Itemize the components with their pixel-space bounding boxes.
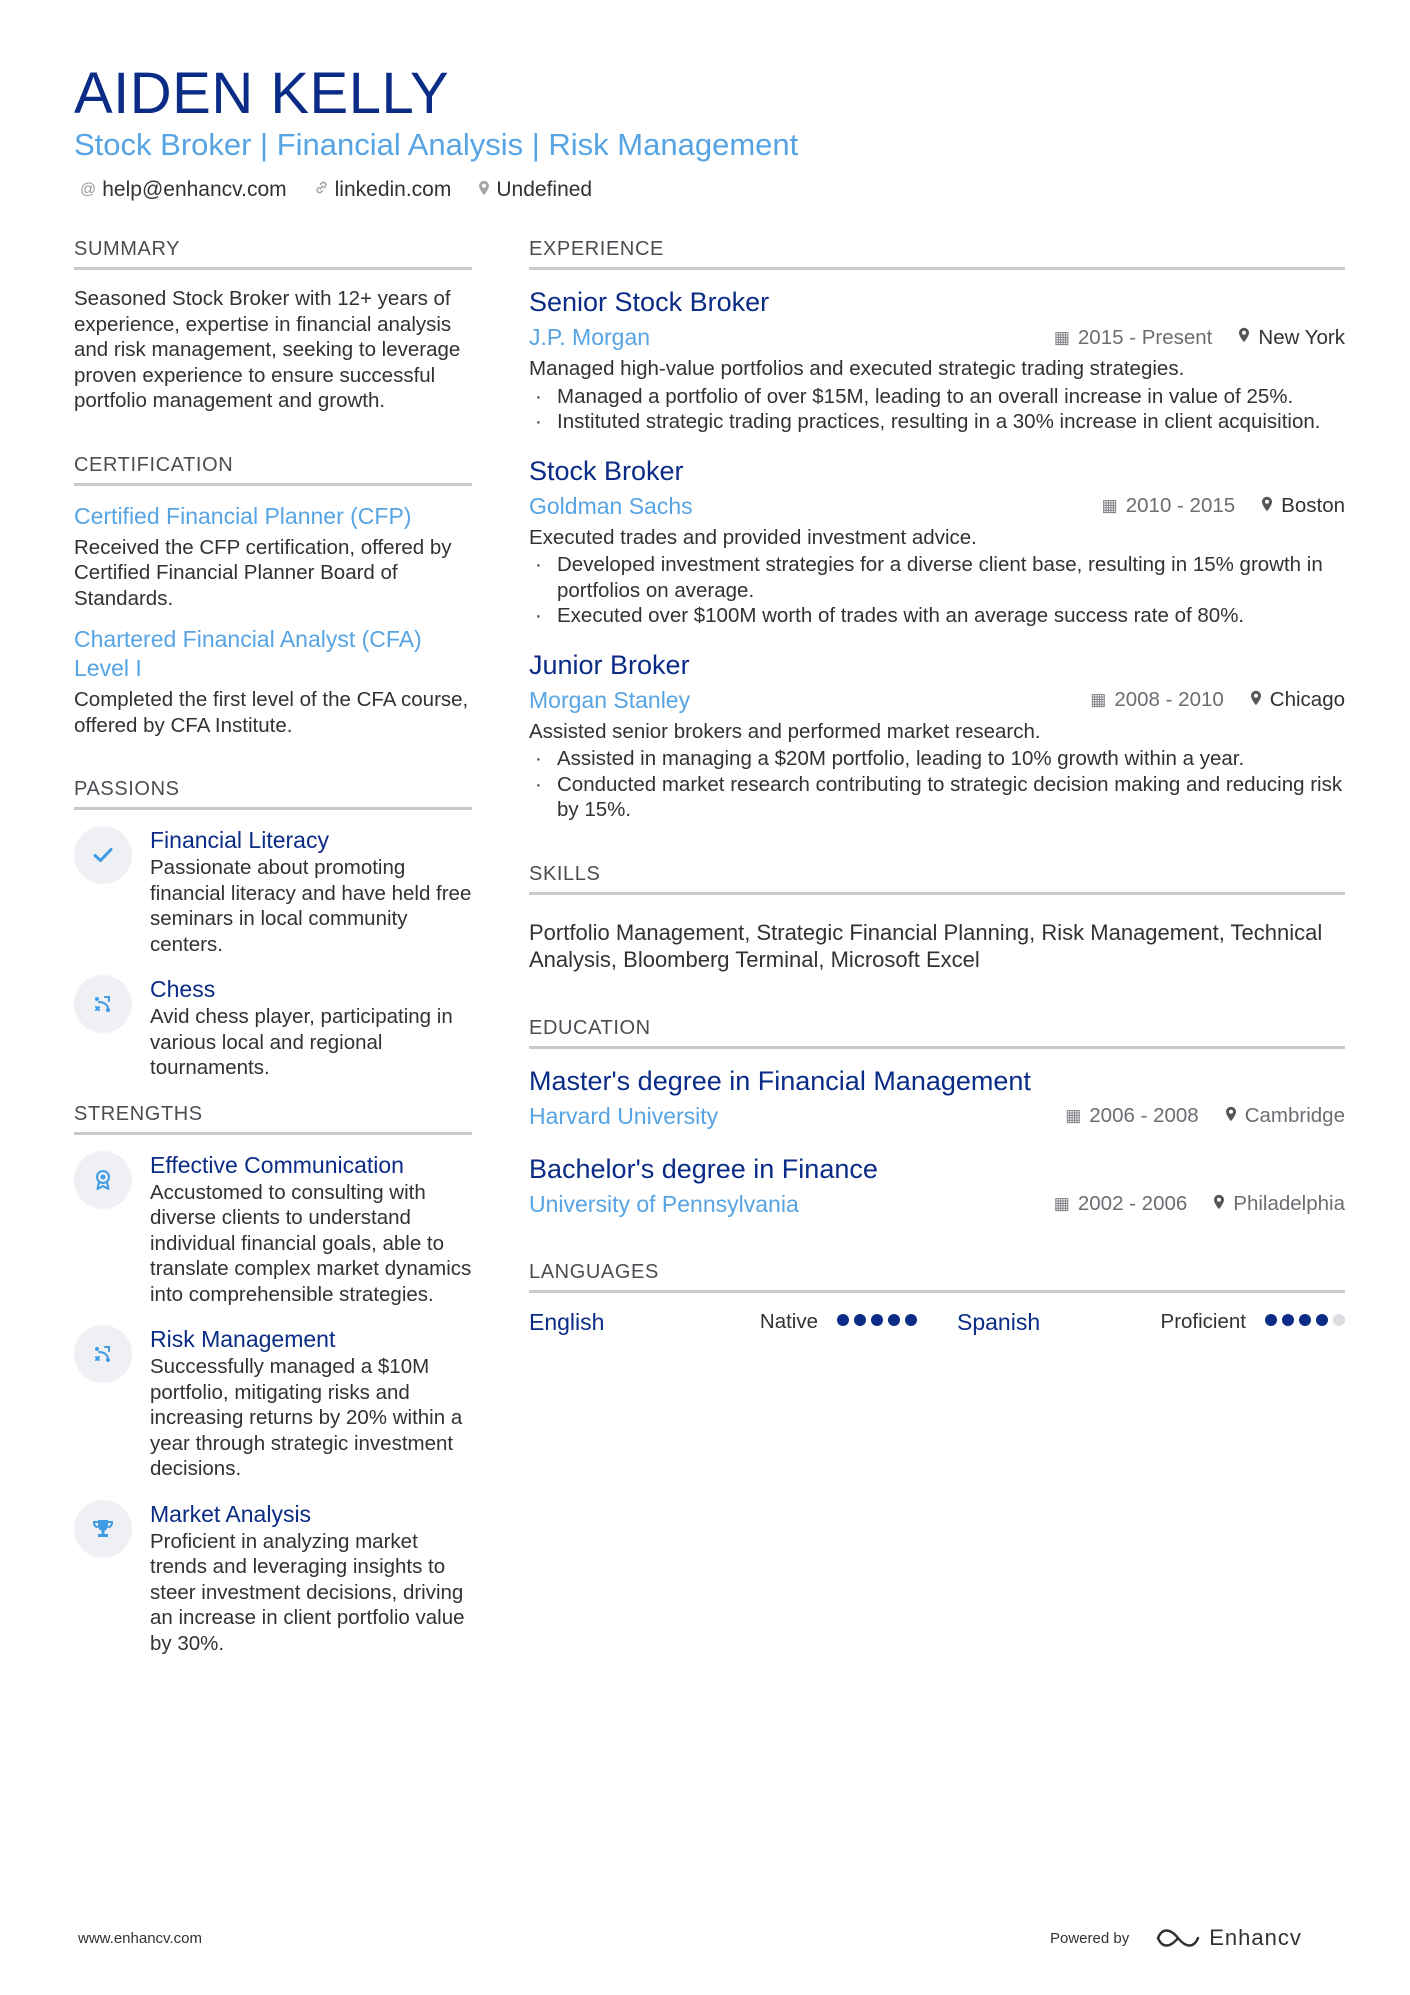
passion-name: Financial Literacy (150, 827, 329, 853)
calendar-icon: ▦ (1065, 1106, 1082, 1125)
powered-by-label: Powered by (1050, 1929, 1130, 1947)
contact-bar (80, 178, 619, 202)
certification-heading: CERTIFICATION (74, 454, 472, 486)
rating-dot-filled (1316, 1314, 1328, 1326)
footer-url[interactable]: www.enhancv.com (78, 1930, 202, 1947)
contact-email-text: help@enhancv.com (102, 178, 287, 201)
bullet-item: · Managed a portfolio of over $15M, leading to an overall increase in value of 25%. (529, 384, 1345, 410)
language-name: English (529, 1308, 605, 1335)
strength-desc: Accustomed to consulting with diverse clients to understand individual financial goals, able to translate complex market dynamics into comprehensible strategies. (150, 1180, 472, 1306)
rating-dot-empty (1333, 1314, 1345, 1326)
enhancv-logo[interactable] (1155, 1925, 1302, 1951)
job-dates: 2010 - 2015 (1125, 494, 1236, 517)
strength-name: Risk Management (150, 1326, 336, 1352)
job-dates: 2015 - Present (1077, 325, 1213, 349)
certification-item (74, 502, 472, 612)
job-title: Stock Broker (529, 455, 684, 486)
job-description: Executed trades and provided investment advice. (529, 525, 977, 549)
skills-heading: SKILLS (529, 863, 1345, 895)
calendar-icon: ▦ (1053, 327, 1070, 347)
education-location: Philadelphia (1233, 1192, 1345, 1215)
languages-heading: LANGUAGES (529, 1261, 1345, 1293)
certification-desc: Received the CFP certification, offered by Certified Financial Planner Board of Standards. (74, 535, 452, 610)
rating-dot-filled (871, 1314, 883, 1326)
strength-name: Effective Communication (150, 1151, 404, 1178)
certification-item (74, 625, 472, 738)
job-dates: 2008 - 2010 (1114, 688, 1224, 711)
language-item (957, 1309, 1345, 1336)
passion-item (74, 826, 472, 957)
contact-linkedin[interactable] (314, 178, 452, 202)
job-description: Managed high-value portfolios and executed strategic trading strategies. (529, 357, 1185, 380)
education-location: Cambridge (1244, 1104, 1345, 1127)
candidate-name: AIDEN KELLY (74, 61, 450, 126)
job-entry (529, 649, 1345, 823)
check-icon (74, 826, 132, 884)
passion-name: Chess (150, 976, 216, 1002)
strategy-icon (74, 1325, 132, 1383)
education-item (529, 1153, 1345, 1219)
strategy-icon (74, 975, 132, 1033)
certification-section (74, 454, 472, 739)
calendar-icon: ▦ (1090, 690, 1107, 709)
job-location: Boston (1281, 494, 1345, 517)
summary-heading: SUMMARY (74, 238, 472, 270)
contact-linkedin-text: linkedin.com (334, 178, 452, 201)
strength-item (74, 1325, 472, 1482)
powered-by (1050, 1925, 1302, 1951)
rating-dot-filled (837, 1314, 849, 1326)
language-item (529, 1309, 917, 1336)
calendar-icon: ▦ (1053, 1194, 1070, 1213)
passion-desc: Avid chess player, participating in various local and regional tournaments. (150, 1005, 453, 1079)
calendar-icon: ▦ (1101, 496, 1118, 515)
passions-section (74, 778, 472, 1081)
language-rating (832, 1313, 917, 1331)
school-name: Harvard University (529, 1102, 719, 1129)
company-name: Morgan Stanley (529, 686, 691, 713)
location-icon (1225, 1106, 1237, 1127)
contact-location-text: Undefined (496, 178, 593, 201)
job-entry (529, 455, 1345, 629)
bullet-item: · Executed over $100M worth of trades with an average success rate of 80%. (529, 603, 1345, 629)
rating-dot-filled (905, 1314, 917, 1326)
location-icon (1250, 690, 1262, 711)
passion-item (74, 975, 472, 1081)
strength-item (74, 1151, 472, 1308)
company-name: Goldman Sachs (529, 492, 693, 519)
summary-text: Seasoned Stock Broker with 12+ years of experience, expertise in financial analysis and risk management, seeking to leverage proven experience to ensure successful portfolio management and growth. (74, 287, 461, 412)
summary-section (74, 238, 472, 414)
rating-dot-filled (1282, 1314, 1294, 1326)
degree-name: Master's degree in Financial Management (529, 1065, 1031, 1096)
education-dates: 2006 - 2008 (1089, 1104, 1199, 1127)
certification-name: Certified Financial Planner (CFP) (74, 502, 412, 529)
job-entry (529, 286, 1345, 435)
strengths-heading: STRENGTHS (74, 1103, 472, 1135)
passion-desc: Passionate about promoting financial literacy and have held free seminars in local community centers. (150, 856, 472, 956)
bullet-item: · Instituted strategic trading practices, resulting in a 30% increase in client acquisition. (529, 409, 1345, 435)
education-item (529, 1065, 1345, 1131)
strength-desc: Proficient in analyzing market trends and leveraging insights to steer investment decisions, driving an increase in client portfolio value by 30%. (150, 1529, 465, 1655)
strength-desc: Successfully managed a $10M portfolio, mitigating risks and increasing returns by 20% within a year through strategic investment decisions. (150, 1355, 463, 1480)
at-icon: @ (80, 181, 97, 198)
rating-dot-filled (888, 1314, 900, 1326)
contact-email[interactable] (80, 178, 287, 202)
certification-desc: Completed the first level of the CFA course, offered by CFA Institute. (74, 688, 469, 737)
degree-name: Bachelor's degree in Finance (529, 1153, 878, 1184)
skills-section (529, 863, 1345, 973)
bullet-item: · Assisted in managing a $20M portfolio, leading to 10% growth within a year. (529, 746, 1345, 772)
language-name: Spanish (957, 1308, 1041, 1335)
job-bullets (529, 746, 1345, 823)
job-bullets (529, 384, 1345, 435)
skills-text: Portfolio Management, Strategic Financial Planning, Risk Management, Technical Analysis, Bloomberg Terminal, Microsoft Excel (529, 919, 1323, 972)
language-rating (1260, 1313, 1345, 1331)
location-icon (1238, 327, 1250, 348)
job-title: Senior Stock Broker (529, 287, 770, 317)
award-icon (74, 1151, 132, 1209)
trophy-icon (74, 1500, 132, 1558)
job-location: New York (1258, 325, 1345, 349)
education-section (529, 1017, 1345, 1219)
experience-heading: EXPERIENCE (529, 238, 1345, 270)
location-icon (1261, 496, 1273, 517)
strengths-section (74, 1103, 472, 1657)
school-name: University of Pennsylvania (529, 1190, 799, 1217)
job-description: Assisted senior brokers and performed market research. (529, 719, 1041, 743)
language-level: Proficient (1160, 1310, 1246, 1333)
bullet-item: · Developed investment strategies for a diverse client base, resulting in 15% growth in portfolios on average. (529, 552, 1345, 603)
brand-name: Enhancv (1209, 1925, 1302, 1950)
rating-dot-filled (1299, 1314, 1311, 1326)
location-icon (478, 180, 490, 201)
certification-name: Chartered Financial Analyst (CFA) Level I (74, 626, 422, 681)
strength-name: Market Analysis (150, 1500, 312, 1527)
languages-section (529, 1261, 1345, 1336)
job-bullets (529, 552, 1345, 629)
rating-dot-filled (1265, 1314, 1277, 1326)
passions-heading: PASSIONS (74, 778, 472, 810)
job-location: Chicago (1269, 688, 1345, 711)
left-column (74, 238, 472, 1674)
bullet-item: · Conducted market research contributing to strategic decision making and reducing risk by 15%. (529, 772, 1345, 823)
education-heading: EDUCATION (529, 1017, 1345, 1049)
right-column (529, 238, 1345, 1336)
job-title: Junior Broker (529, 649, 690, 680)
experience-section (529, 238, 1345, 823)
language-level: Native (759, 1310, 818, 1333)
company-name: J.P. Morgan (529, 324, 651, 350)
location-icon (1213, 1194, 1225, 1215)
rating-dot-filled (854, 1314, 866, 1326)
strength-item (74, 1500, 472, 1657)
contact-location (478, 178, 592, 202)
link-icon (314, 180, 329, 200)
candidate-headline: Stock Broker | Financial Analysis | Risk Management (74, 127, 799, 162)
education-dates: 2002 - 2006 (1077, 1192, 1188, 1215)
